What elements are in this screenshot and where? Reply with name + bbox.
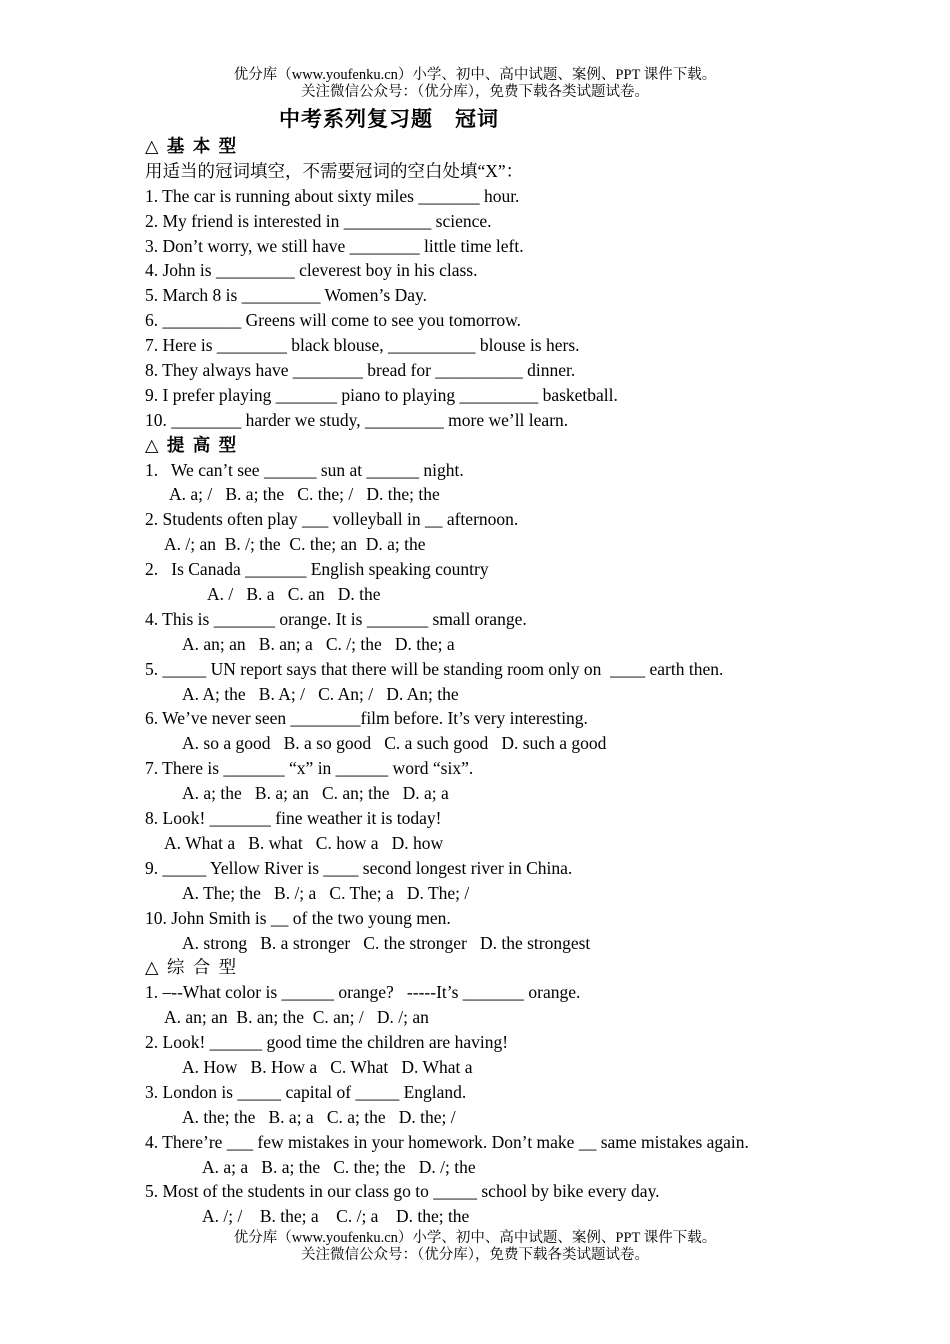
basic-question: 3. Don’t worry, we still have ________ little time left. [145,235,524,256]
answer-options: A. What a B. what C. how a D. how [164,832,444,853]
comprehensive-question: 5. Most of the students in our class go to _____ school by bike every day. [145,1181,660,1202]
advanced-question: 7. There is _______ “x” in ______ word “six”. [145,758,474,779]
basic-question: 8. They always have ________ bread for __________ dinner. [145,360,576,381]
footer-line-2: 关注微信公众号：（优分库），免费下载各类试题试卷。 [301,1247,649,1263]
comprehensive-question: 2. Look! ______ good time the children are having! [145,1032,509,1053]
advanced-question: 1. We can’t see ______ sun at ______ night. [145,459,464,480]
answer-options: A. a; a B. a; the C. the; the D. /; the [202,1156,476,1177]
answer-options: A. /; an B. /; the C. the; an D. a; the [164,534,426,555]
advanced-question: 8. Look! _______ fine weather it is today! [145,808,442,829]
basic-question: 9. I prefer playing _______ piano to playing _________ basketball. [145,384,618,405]
section-heading-comprehensive: △ 综 合 型 [145,957,239,978]
footer-line-1: 优分库（www.youfenku.cn）小学、初中、高中试题、案例、PPT 课件下载。 [233,1230,717,1246]
worksheet-body [145,104,845,1229]
section-heading-advanced: △ 提 高 型 [145,434,239,455]
basic-question: 2. My friend is interested in __________ science. [145,210,492,231]
comprehensive-question: 1. –--What color is ______ orange? -----It’s _______ orange. [145,982,581,1003]
advanced-question: 4. This is _______ orange. It is _______ small orange. [145,608,527,629]
answer-options: A. A; the B. A; / C. An; / D. An; the [182,683,459,704]
header-line-2: 关注微信公众号：（优分库），免费下载各类试题试卷。 [301,84,649,100]
answer-options: A. an; an B. an; the C. an; / D. /; an [164,1007,429,1028]
advanced-question: 9. _____ Yellow River is ____ second longest river in China. [145,857,573,878]
basic-question: 10. ________ harder we study, _________ more we’ll learn. [145,409,569,430]
advanced-question: 2. Is Canada _______ English speaking country [145,559,489,580]
advanced-question: 2. Students often play ___ volleyball in __ afternoon. [145,509,519,530]
answer-options: A. a; / B. a; the C. the; / D. the; the [169,484,440,505]
basic-question: 4. John is _________ cleverest boy in his class. [145,260,478,281]
basic-question: 7. Here is ________ black blouse, __________ blouse is hers. [145,335,580,356]
page-footer [0,1230,950,1264]
comprehensive-question: 4. There’re ___ few mistakes in your homework. Don’t make __ same mistakes again. [145,1131,749,1152]
section-heading-basic: △ 基 本 型 [145,136,239,156]
answer-options: A. a; the B. a; an C. an; the D. a; a [182,783,449,804]
answer-options: A. How B. How a C. What D. What a [182,1056,473,1077]
answer-options: A. The; the B. /; a C. The; a D. The; / [182,882,470,903]
basic-question: 5. March 8 is _________ Women’s Day. [145,285,427,306]
advanced-question: 6. We’ve never seen ________film before. It’s very interesting. [145,708,588,729]
comprehensive-question: 3. London is _____ capital of _____ England. [145,1081,467,1102]
advanced-question: 10. John Smith is __ of the two young men. [145,907,451,928]
header-line-1: 优分库（www.youfenku.cn）小学、初中、高中试题、案例、PPT 课件下载。 [233,67,717,83]
answer-options: A. an; an B. an; a C. /; the D. the; a [182,633,455,654]
advanced-question: 5. _____ UN report says that there will be standing room only on ____ earth then. [145,658,724,679]
answer-options: A. so a good B. a so good C. a such good D. such a good [182,733,607,754]
instruction-text: 用适当的冠词填空，不需要冠词的空白处填“X”： [145,160,524,181]
basic-question: 6. _________ Greens will come to see you tomorrow. [145,310,522,331]
answer-options: A. the; the B. a; a C. a; the D. the; / [182,1106,456,1127]
page-header [0,67,950,101]
basic-question: 1. The car is running about sixty miles _______ hour. [145,185,520,206]
answer-options: A. strong B. a stronger C. the stronger D. the strongest [182,932,591,953]
answer-options: A. / B. a C. an D. the [207,584,381,605]
page-title: 中考系列复习题 冠词 [279,107,499,131]
answer-options: A. /; / B. the; a C. /; a D. the; the [202,1206,470,1227]
